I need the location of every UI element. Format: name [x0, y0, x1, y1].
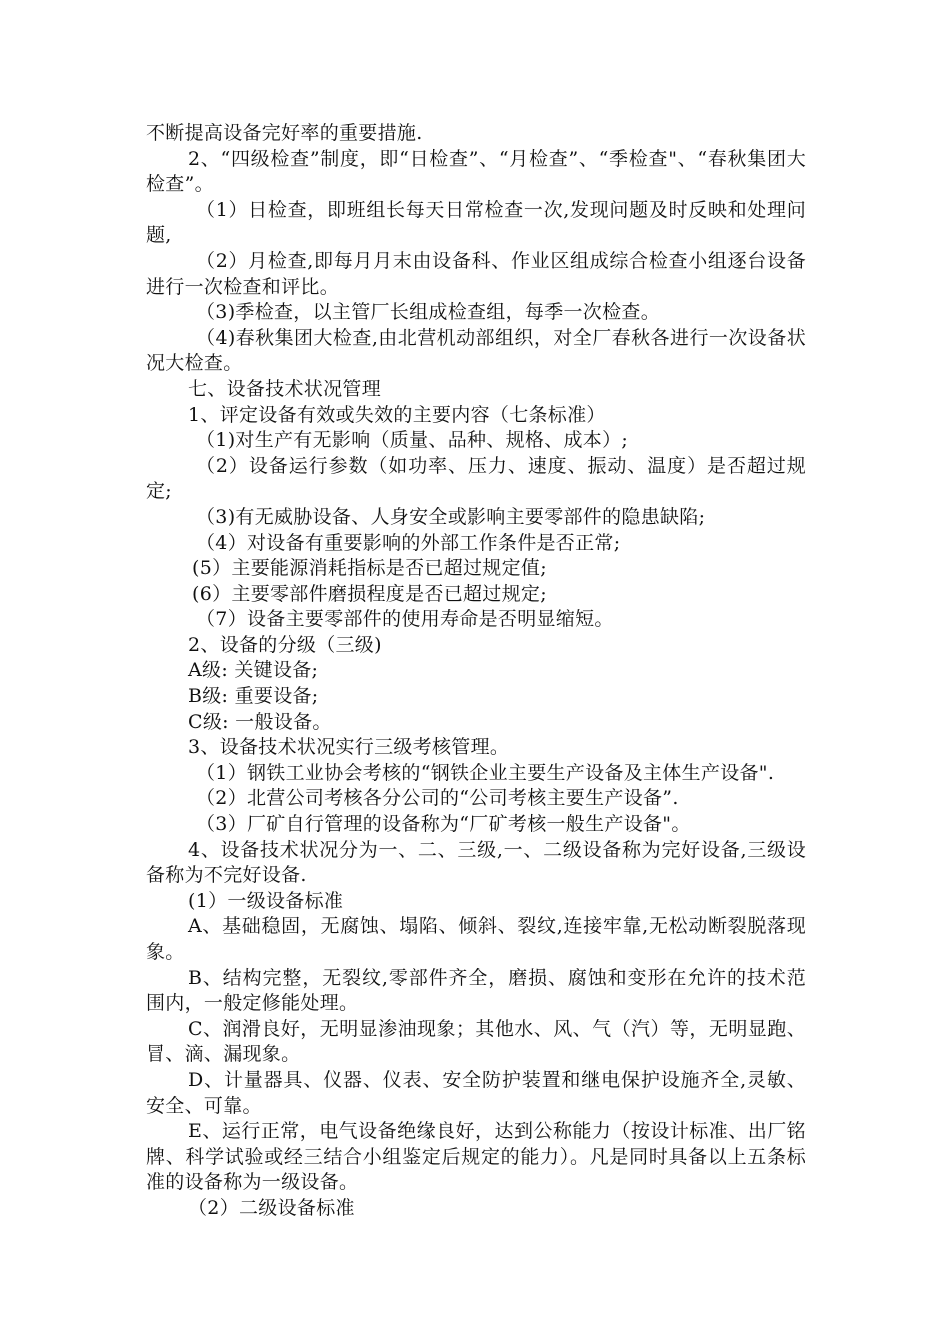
paragraph: 2、“四级检查”制度，即“日检查”、“月检查”、“季检查"、“春秋集团大检查”。	[146, 147, 806, 196]
paragraph: （4）对设备有重要影响的外部工作条件是否正常;	[196, 531, 621, 554]
paragraph: （2）北营公司考核各分公司的“公司考核主要生产设备”.	[196, 787, 679, 810]
paragraph: 2、设备的分级（三级)	[188, 633, 382, 656]
paragraph: （1）钢铁工业协会考核的“钢铁企业主要生产设备及主体生产设备".	[196, 761, 775, 784]
paragraph: D、计量器具、仪器、仪表、安全防护装置和继电保护设施齐全,灵敏、安全、可靠。	[146, 1068, 806, 1117]
section-heading: 七、设备技术状况管理	[188, 377, 382, 400]
paragraph: （4)春秋集团大检查,由北营机动部组织，对全厂春秋各进行一次设备状况大检查。	[146, 326, 806, 375]
paragraph: C级: 一般设备。	[188, 710, 332, 733]
paragraph: (6）主要零部件磨损程度是否已超过规定;	[192, 582, 547, 605]
paragraph: （2）设备运行参数（如功率、压力、速度、振动、温度）是否超过规定;	[146, 454, 806, 503]
paragraph: （1)对生产有无影响（质量、品种、规格、成本）;	[196, 429, 629, 452]
paragraph: 3、设备技术状况实行三级考核管理。	[188, 736, 510, 759]
paragraph: E、运行正常，电气设备绝缘良好，达到公称能力（按设计标准、出厂铭牌、科学试验或经三结合小组鉴定后规定的能力）。凡是同时具备以上五条标准的设备称为一级设备。	[146, 1120, 806, 1194]
paragraph: 4、设备技术状况分为一、二、三级,一、二级设备称为完好设备,三级设备称为不完好设备.	[146, 838, 806, 887]
paragraph: 不断提高设备完好率的重要措施.	[146, 122, 423, 144]
paragraph: B级: 重要设备;	[188, 685, 319, 708]
paragraph: （2）二级设备标准	[188, 1196, 355, 1219]
document-page	[146, 121, 806, 1222]
paragraph: 1、评定设备有效或失效的主要内容（七条标准）	[188, 403, 606, 426]
paragraph: （2）月检查,即每月月末由设备科、作业区组成综合检查小组逐台设备进行一次检查和评比。	[146, 249, 806, 298]
paragraph: （7）设备主要零部件的使用寿命是否明显缩短。	[196, 608, 614, 631]
paragraph: A、基础稳固，无腐蚀、塌陷、倾斜、裂纹,连接牢靠,无松动断裂脱落现象。	[146, 915, 806, 963]
paragraph: C、润滑良好，无明显渗油现象；其他水、风、气（汽）等，无明显跑、冒、滴、漏现象。	[146, 1017, 806, 1066]
paragraph: （3)季检查，以主管厂长组成检查组，每季一次检查。	[196, 301, 661, 324]
paragraph: (1）一级设备标准	[188, 889, 344, 912]
paragraph: A级: 关键设备;	[188, 659, 319, 682]
paragraph: （1）日检查，即班组长每天日常检查一次,发现问题及时反映和处理问题,	[146, 198, 806, 247]
paragraph: (5）主要能源消耗指标是否已超过规定值;	[192, 557, 547, 580]
paragraph: （3)有无威胁设备、人身安全或影响主要零部件的隐患缺陷;	[196, 505, 706, 528]
paragraph: B、结构完整，无裂纹,零部件齐全，磨损、腐蚀和变形在允许的技术范围内，一般定修能处理。	[146, 966, 806, 1015]
paragraph: （3）厂矿自行管理的设备称为“厂矿考核一般生产设备"。	[196, 813, 691, 836]
